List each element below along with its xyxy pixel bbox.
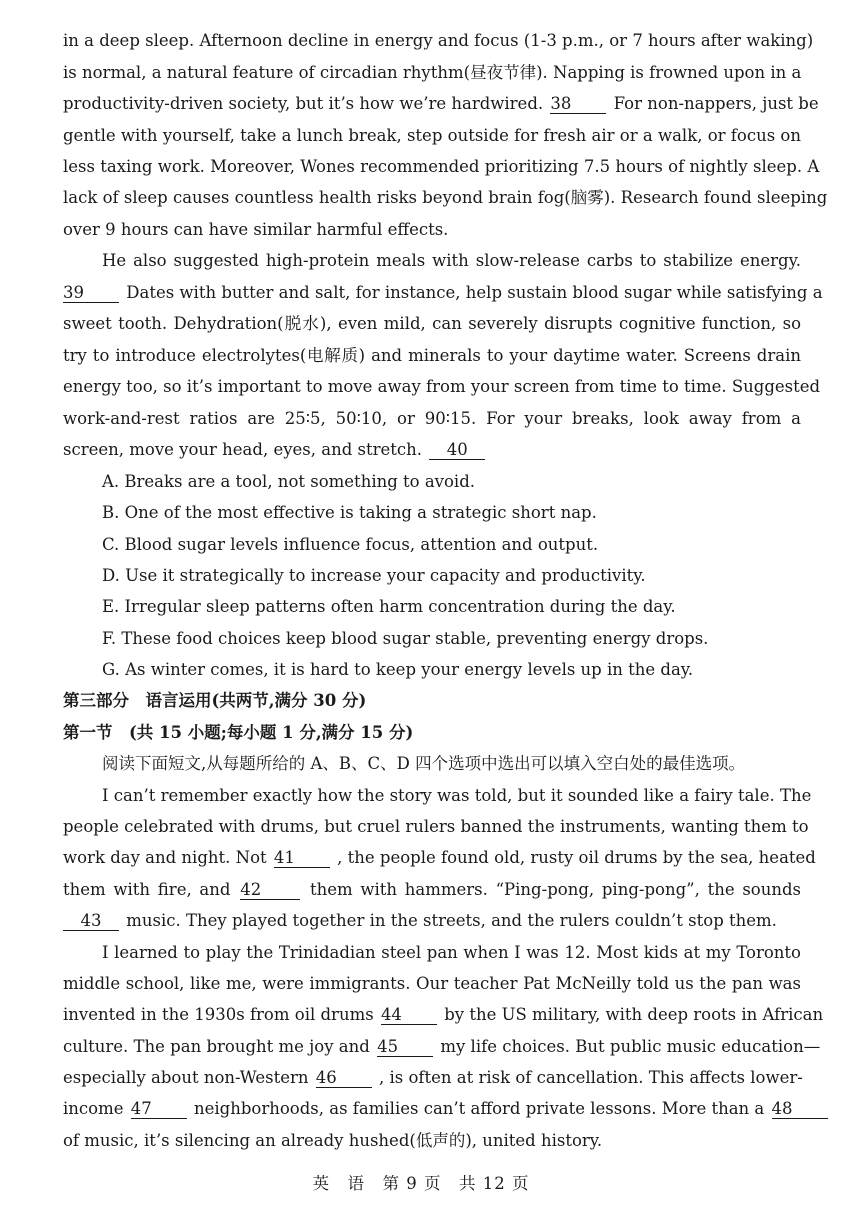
passage2-line [63, 1037, 821, 1057]
answer-blank-46: 46 [316, 1069, 372, 1088]
option-c: C. Blood sugar levels influence focus, attention and output. [102, 535, 599, 554]
text-span: Dates with butter and salt, for instance, help sustain blood sugar while satisfying a [126, 283, 823, 302]
text-span: especially about non-Western [63, 1068, 309, 1087]
passage2-line [63, 1099, 801, 1119]
passage1-line: He also suggested high-protein meals with slow-release carbs to stabilize energy. [102, 251, 801, 270]
answer-blank-38: 38 [550, 95, 606, 114]
answer-blank-43: 43 [63, 912, 119, 931]
passage1-line: lack of sleep causes countless health risks beyond brain fog(脑雾). Research found sleeping [63, 188, 828, 207]
passage2-line [63, 848, 816, 868]
passage2-line [63, 1005, 824, 1025]
option-b: B. One of the most effective is taking a strategic short nap. [102, 503, 597, 522]
text-span: them with fire, and [63, 880, 231, 899]
passage1-line: energy too, so it’s important to move away from your screen from time to time. Suggested [63, 377, 821, 396]
passage2-line [63, 911, 801, 931]
option-a: A. Breaks are a tool, not something to avoid. [102, 472, 476, 491]
subsection-title-text: 第一节 (共 15 小题;每小题 1 分,满分 15 分) [63, 723, 414, 742]
passage1-line: in a deep sleep. Afternoon decline in energy and focus (1-3 p.m., or 7 hours after waking) [63, 31, 814, 50]
option-f: F. These food choices keep blood sugar stable, preventing energy drops. [102, 629, 709, 648]
passage1-line: gentle with yourself, take a lunch break, step outside for fresh air or a walk, or focus on [63, 126, 801, 145]
option-e: E. Irregular sleep patterns often harm concentration during the day. [102, 597, 676, 616]
passage2-line [63, 880, 801, 900]
text-span: culture. The pan brought me joy and [63, 1037, 370, 1056]
text-span: , the people found old, rusty oil drums by the sea, heated [337, 848, 816, 867]
text-span: neighborhoods, as families can’t afford private lessons. More than a [194, 1099, 765, 1118]
text-span: , is often at risk of cancellation. This affects lower- [379, 1068, 803, 1087]
text-span: work day and night. Not [63, 848, 267, 867]
answer-blank-42: 42 [240, 881, 300, 900]
text-span: by the US military, with deep roots in African [444, 1005, 824, 1024]
answer-blank-39: 39 [63, 284, 119, 303]
subsection-title [63, 723, 801, 743]
text-span: my life choices. But public music education— [440, 1037, 821, 1056]
passage1-line: try to introduce electrolytes(电解质) and minerals to your daytime water. Screens drain [63, 346, 801, 365]
passage1-line: work-and-rest ratios are 25∶5, 50∶10, or 90∶15. For your breaks, look away from a [63, 409, 801, 428]
text-span: For non-nappers, just be [613, 94, 819, 113]
text-span: productivity-driven society, but it’s how we’re hardwired. [63, 94, 544, 113]
passage1-line [63, 440, 801, 460]
passage1-line [63, 94, 819, 114]
passage1-line: is normal, a natural feature of circadian rhythm(昼夜节律). Napping is frowned upon in a [63, 63, 802, 82]
section-title: 第三部分 语言运用(共两节,满分 30 分) [63, 691, 367, 710]
page-footer: 英 语 第 9 页 共 12 页 [312, 1174, 530, 1193]
passage1-line: over 9 hours can have similar harmful effects. [63, 220, 449, 239]
passage1-line: sweet tooth. Dehydration(脱水), even mild, can severely disrupts cognitive function, so [63, 314, 801, 333]
text-span: invented in the 1930s from oil drums [63, 1005, 374, 1024]
passage2-line [63, 1068, 801, 1088]
text-span: them with hammers. “Ping-pong, ping-pong”, the sounds [309, 880, 802, 899]
option-d: D. Use it strategically to increase your capacity and productivity. [102, 566, 646, 585]
option-g: G. As winter comes, it is hard to keep your energy levels up in the day. [102, 660, 694, 679]
passage1-line: less taxing work. Moreover, Wones recommended prioritizing 7.5 hours of nightly sleep. A [63, 157, 820, 176]
text-span: income [63, 1099, 124, 1118]
instruction: 阅读下面短文,从每题所给的 A、B、C、D 四个选项中选出可以填入空白处的最佳选项。 [102, 754, 746, 773]
text-span: music. They played together in the streets, and the rulers couldn’t stop them. [126, 911, 777, 930]
passage1-line [63, 283, 823, 303]
answer-blank-45: 45 [377, 1038, 433, 1057]
answer-blank-40: 40 [429, 441, 485, 460]
passage2-line: I can’t remember exactly how the story was told, but it sounded like a fairy tale. The [102, 786, 812, 805]
answer-blank-44: 44 [381, 1006, 437, 1025]
passage2-line: I learned to play the Trinidadian steel pan when I was 12. Most kids at my Toronto [102, 943, 801, 962]
text-span: screen, move your head, eyes, and stretch. [63, 440, 423, 459]
answer-blank-47: 47 [131, 1100, 187, 1119]
passage2-line: people celebrated with drums, but cruel rulers banned the instruments, wanting them to [63, 817, 809, 836]
answer-blank-48: 48 [772, 1100, 828, 1119]
passage2-line: of music, it’s silencing an already hushed(低声的), united history. [63, 1131, 603, 1150]
passage2-line: middle school, like me, were immigrants. Our teacher Pat McNeilly told us the pan was [63, 974, 801, 993]
answer-blank-41: 41 [274, 849, 330, 868]
